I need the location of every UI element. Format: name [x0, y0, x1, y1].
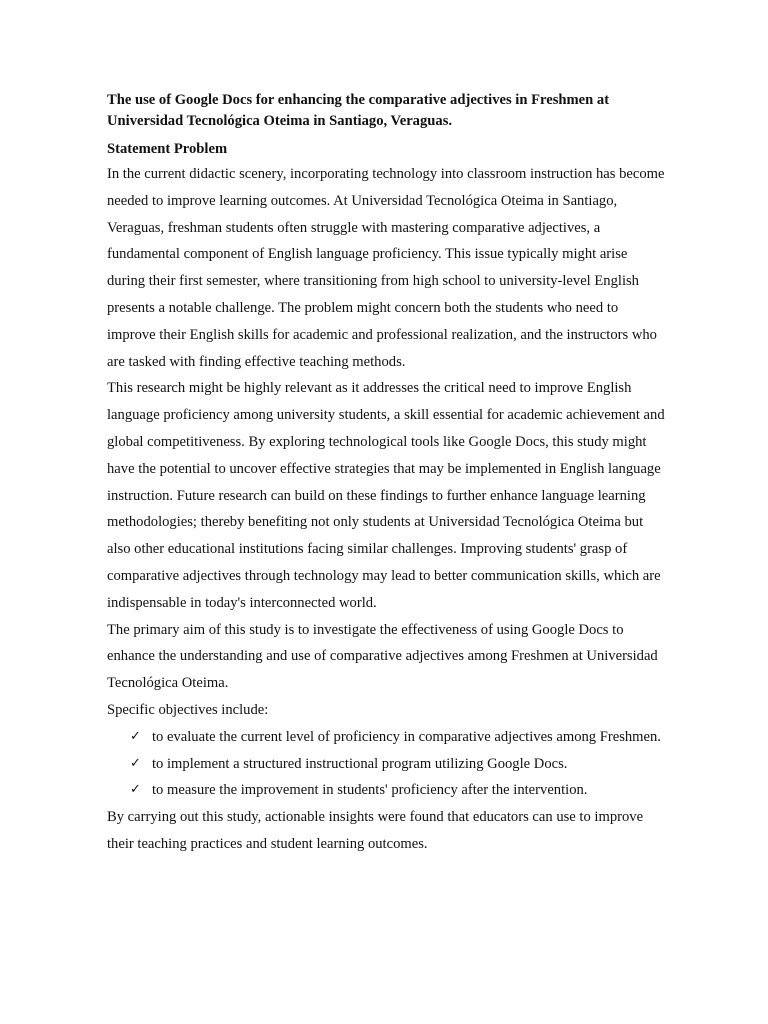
- document-page: [107, 90, 665, 858]
- paragraph-conclusion: By carrying out this study, actionable insights were found that educators can use to improve their teaching practices and student learning outcomes.: [107, 809, 644, 852]
- objective-text: to measure the improvement in students' proficiency after the intervention.: [152, 782, 588, 799]
- check-mark-icon: ✓: [130, 782, 141, 798]
- section-heading: Statement Problem: [107, 141, 228, 157]
- paragraph-relevance: This research might be highly relevant as it addresses the critical need to improve English language proficiency among university students, a skill essential for academic achievement and global competitiveness. By exploring technological tools like Google Docs, this study might have the potential to uncover effective strategies that may be implemented in English language instruction. Future research can build on these findings to further enhance language learning methodologies; thereby benefiting not only students at Universidad Tecnológica Oteima but also other educational institutions facing similar challenges. Improving students' grasp of comparative adjectives through technology may lead to better communication skills, which are indispensable in today's interconnected world.: [107, 380, 665, 611]
- list-item: [130, 724, 665, 751]
- objectives-list: [107, 724, 665, 804]
- objectives-intro: Specific objectives include:: [107, 701, 269, 718]
- paragraph-aim: The primary aim of this study is to investigate the effectiveness of using Google Docs to enhance the understanding and use of comparative adjectives among Freshmen at Universidad Tecnológica Oteima.: [107, 621, 658, 692]
- list-item: [130, 777, 665, 804]
- paragraph-context: In the current didactic scenery, incorporating technology into classroom instruction has become needed to improve learning outcomes. At Universidad Tecnológica Oteima in Santiago, Veraguas, freshman students often struggle with mastering comparative adjectives, a fundamental component of English language proficiency. This issue typically might arise during their first semester, where transitioning from high school to university-level English presents a notable challenge. The problem might concern both the students who need to improve their English skills for academic and professional realization, and the instructors who are tasked with finding effective teaching methods.: [107, 166, 665, 370]
- check-mark-icon: ✓: [130, 728, 141, 744]
- check-mark-icon: ✓: [130, 755, 141, 771]
- objective-text: to implement a structured instructional program utilizing Google Docs.: [152, 755, 568, 772]
- document-title: The use of Google Docs for enhancing the comparative adjectives in Freshmen at Universidad Tecnológica Oteima in Santiago, Veraguas.: [107, 92, 610, 129]
- list-item: [130, 751, 665, 778]
- objective-text: to evaluate the current level of proficiency in comparative adjectives among Freshmen.: [152, 728, 661, 745]
